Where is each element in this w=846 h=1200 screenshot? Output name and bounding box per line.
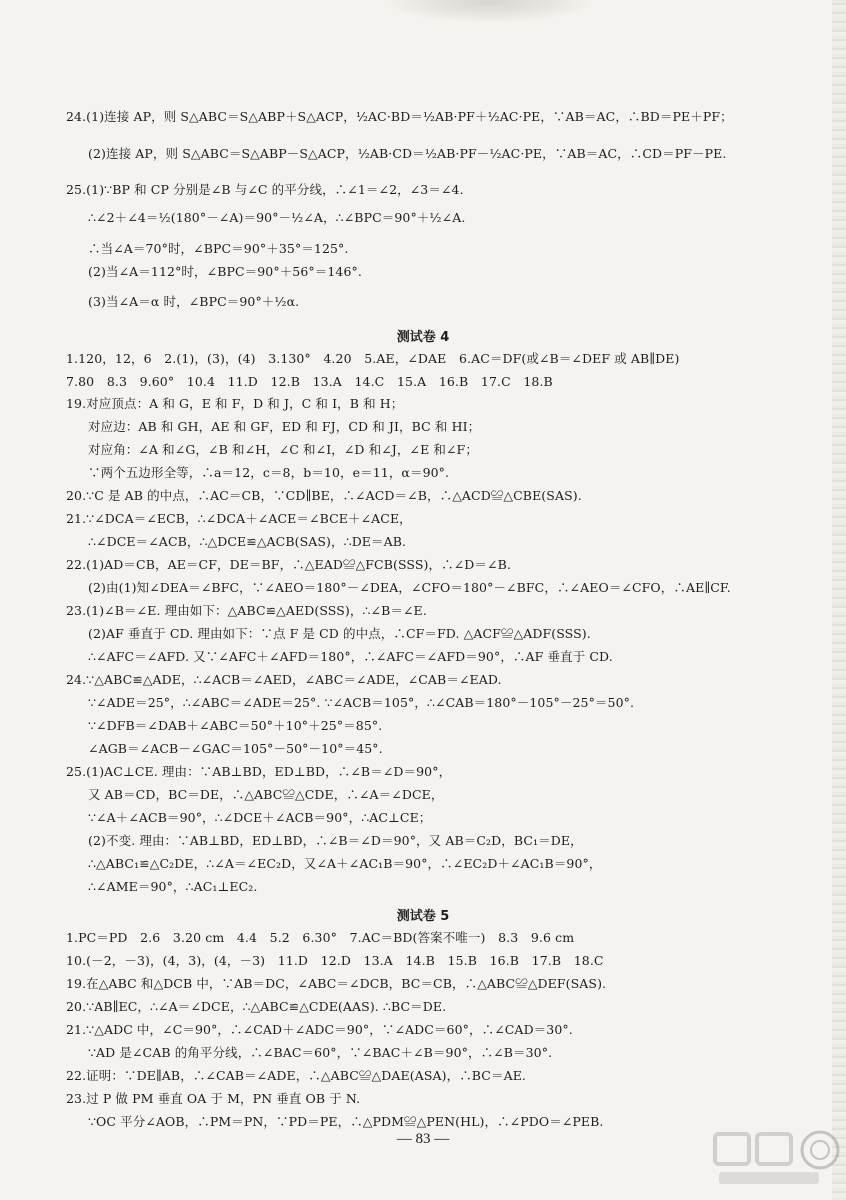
answer-line: 23.(1)∠B＝∠E. 理由如下：△ABC≌△AED(SSS)，∴∠B＝∠E. (66, 603, 427, 618)
answer-line: 23.过 P 做 PM 垂直 OA 于 M，PN 垂直 OB 于 N. (66, 1091, 361, 1106)
answer-line: 7.80 8.3 9.60° 10.4 11.D 12.B 13.A 14.C 15.A 16.B 17.C 18.B (66, 374, 553, 389)
answer-line: ∵两个五边形全等，∴a＝12，c＝8，b＝10，e＝11，α＝90°. (88, 465, 450, 480)
answer-line: (2)由(1)知∠DEA＝∠BFC，∵∠AEO＝180°－∠DEA，∠CFO＝180°－∠BFC，∴∠AEO＝∠CFO，∴AE∥CF. (88, 580, 731, 595)
answer-line: 1.PC＝PD 2.6 3.20 cm 4.4 5.2 6.30° 7.AC＝BD(答案不唯一) 8.3 9.6 cm (66, 930, 575, 945)
answer-line: 25.(1)AC⊥CE. 理由：∵AB⊥BD，ED⊥BD，∴∠B＝∠D＝90°， (66, 764, 452, 779)
answer-line: 对应边：AB 和 GH，AE 和 GF，ED 和 FJ，CD 和 JI，BC 和 HI； (88, 419, 481, 434)
answer-line: ∴∠AFC＝∠AFD. 又∵∠AFC＋∠AFD＝180°，∴∠AFC＝∠AFD＝90°，∴AF 垂直于 CD. (88, 649, 613, 664)
answer-line: (2)不变. 理由：∵AB⊥BD，ED⊥BD，∴∠B＝∠D＝90°，又 AB＝C₂D，BC₁＝DE， (88, 833, 583, 848)
page-number: — 83 — (396, 1131, 450, 1147)
answer-line: 24.∵△ABC≌△ADE，∴∠ACB＝∠AED，∠ABC＝∠ADE，∠CAB＝∠EAD. (66, 672, 502, 687)
answer-line: (2)AF 垂直于 CD. 理由如下：∵点 F 是 CD 的中点，∴CF＝FD. △ACF≌△ADF(SSS). (88, 626, 591, 641)
watermark-logo (695, 1112, 845, 1192)
answer-line: 10.(－2，－3)，(4，3)，(4，－3) 11.D 12.D 13.A 14.B 15.B 16.B 17.B 18.C (66, 953, 604, 968)
answer-line: ∵∠DFB＝∠DAB＋∠ABC＝50°＋10°＋25°＝85°. (88, 718, 383, 733)
answer-line: 21.∵△ADC 中，∠C＝90°，∴∠CAD＋∠ADC＝90°，∵∠ADC＝60°，∴∠CAD＝30°. (66, 1022, 573, 1037)
answer-line: 又 AB＝CD，BC＝DE，∴△ABC≌△CDE，∴∠A＝∠DCE， (88, 787, 444, 802)
answer-line: 20.∵C 是 AB 的中点，∴AC＝CB，∵CD∥BE，∴∠ACD＝∠B，∴△ACD≌△CBE(SAS). (66, 488, 582, 503)
answer-line: 22.证明：∵DE∥AB，∴∠CAB＝∠ADE，∴△ABC≌△DAE(ASA)，∴BC＝AE. (66, 1068, 526, 1083)
answer-line: 19.对应顶点：A 和 G，E 和 F，D 和 J，C 和 I，B 和 H； (66, 396, 404, 411)
answer-line: ∵OC 平分∠AOB，∴PM＝PN，∵PD＝PE，∴△PDM≌△PEN(HL)，∴∠PDO＝∠PEB. (88, 1114, 604, 1129)
answer-line: 24.(1)连接 AP，则 S△ABC＝S△ABP＋S△ACP，½AC·BD＝½AB·PF＋½AC·PE，∵AB＝AC，∴BD＝PE＋PF； (66, 109, 733, 124)
answer-line: ∠AGB＝∠ACB－∠GAC＝105°－50°－10°＝45°. (88, 741, 383, 756)
answer-line: ∵∠ADE＝25°，∴∠ABC＝∠ADE＝25°. ∵∠ACB＝105°，∴∠CAB＝180°－105°－25°＝50°. (88, 695, 635, 710)
answer-line: ∴当∠A＝70°时，∠BPC＝90°＋35°＝125°. (88, 241, 349, 256)
answer-line: 21.∵∠DCA＝∠ECB，∴∠DCA＋∠ACE＝∠BCE＋∠ACE， (66, 511, 412, 526)
page-edge (832, 0, 846, 1200)
answer-line: 20.∵AB∥EC，∴∠A＝∠DCE，∴△ABC≌△CDE(AAS). ∴BC＝DE. (66, 999, 447, 1014)
answer-line: (2)连接 AP，则 S△ABC＝S△ABP－S△ACP，½AB·CD＝½AB·PF－½AC·PE，∵AB＝AC，∴CD＝PF－PE. (88, 146, 727, 161)
section-heading-test4: 测试卷 4 (396, 330, 450, 345)
scan-smudge (390, 0, 590, 22)
section-heading-test5: 测试卷 5 (396, 909, 450, 924)
answer-line: ∵∠A＋∠ACB＝90°，∴∠DCE＋∠ACB＝90°，∴AC⊥CE； (88, 810, 432, 825)
answer-line: 25.(1)∵BP 和 CP 分别是∠B 与∠C 的平分线，∴∠1＝∠2，∠3＝∠4. (66, 182, 464, 197)
answer-line: (3)当∠A＝α 时，∠BPC＝90°＋½α. (88, 294, 300, 309)
answer-line: (2)当∠A＝112°时，∠BPC＝90°＋56°＝146°. (88, 264, 362, 279)
answer-line: ∵AD 是∠CAB 的角平分线，∴∠BAC＝60°，∵∠BAC＋∠B＝90°，∴∠B＝30°. (88, 1045, 553, 1060)
answer-line: 1.120，12，6 2.(1)，(3)，(4) 3.130° 4.20 5.AE，∠DAE 6.AC＝DF(或∠B＝∠DEF 或 AB∥DE) (66, 351, 680, 366)
answer-line: ∴∠DCE＝∠ACB，∴△DCE≌△ACB(SAS)，∴DE＝AB. (88, 534, 407, 549)
answer-line: 22.(1)AD＝CB，AE＝CF，DE＝BF，∴△EAD≌△FCB(SSS)，∴∠D＝∠B. (66, 557, 511, 572)
answer-line: 19.在△ABC 和△DCB 中，∵AB＝DC，∠ABC＝∠DCB，BC＝CB，∴△ABC≌△DEF(SAS). (66, 976, 607, 991)
answer-line: ∴∠2＋∠4＝½(180°－∠A)＝90°－½∠A，∴∠BPC＝90°＋½∠A. (88, 210, 466, 225)
answer-line: 对应角：∠A 和∠G，∠B 和∠H，∠C 和∠I，∠D 和∠J，∠E 和∠F； (88, 442, 478, 457)
answer-line: ∴∠AME＝90°，∴AC₁⊥EC₂. (88, 879, 258, 894)
answer-line: ∴△ABC₁≌△C₂DE，∴∠A＝∠EC₂D，又∠A＋∠AC₁B＝90°，∴∠EC₂D＋∠AC₁B＝90°， (88, 856, 602, 871)
